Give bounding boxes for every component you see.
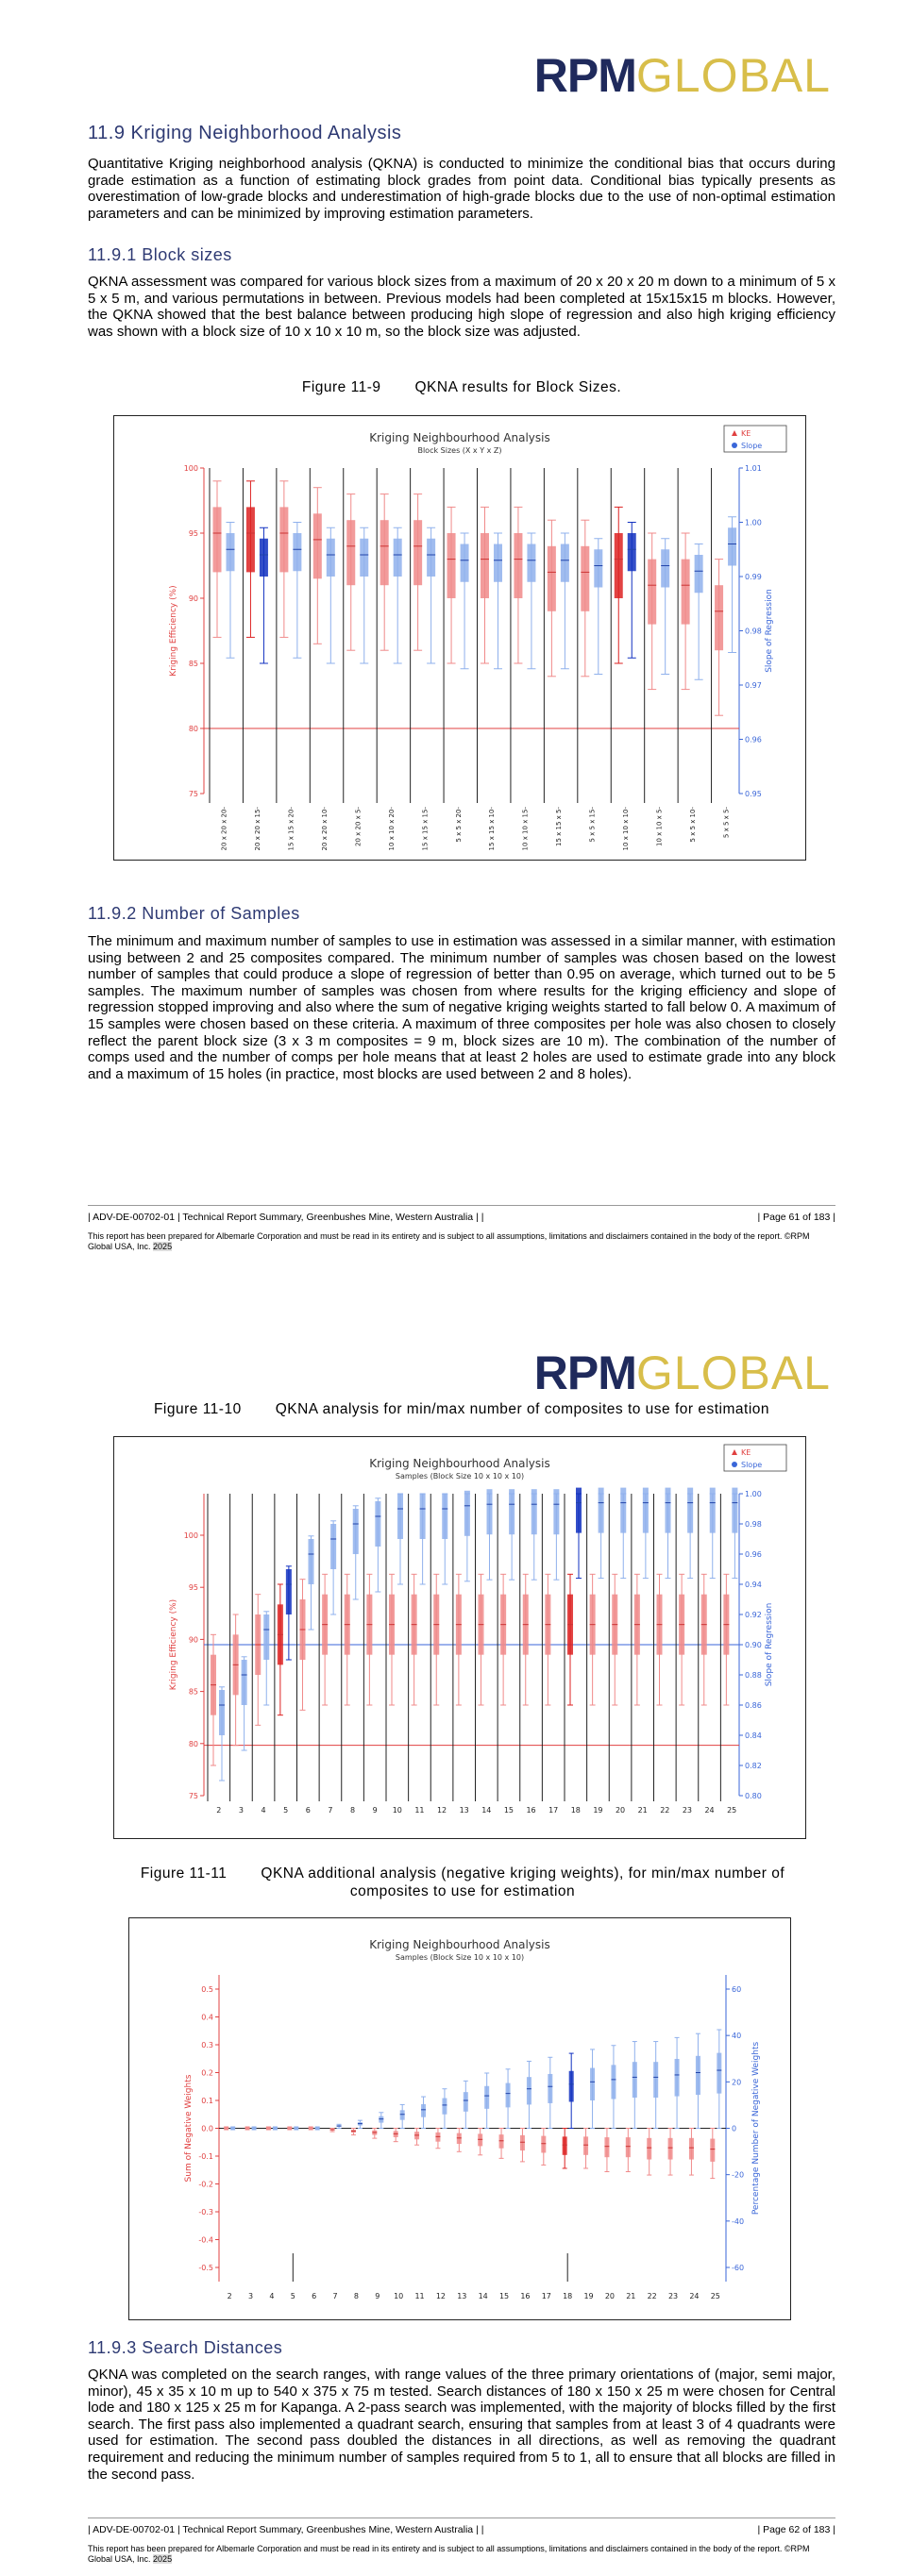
y2-tick-label: -20	[732, 2170, 745, 2180]
slope-box-box	[219, 1690, 225, 1735]
x-tick-label: 15 x 15 x 10-	[488, 807, 497, 851]
y-tick-label: 0.5	[201, 1985, 213, 1994]
neg-sum-box-box	[647, 2138, 651, 2160]
y-tick-label: 80	[188, 1739, 198, 1748]
neg-pct-box-box	[717, 2053, 721, 2094]
neg-pct-box	[294, 2127, 298, 2131]
y2-axis-label: Slope of Regression	[765, 589, 774, 673]
neg-pct-box-box	[442, 2099, 447, 2115]
figure-11-caption	[132, 1865, 793, 1900]
y2-tick-label: 0.99	[745, 573, 762, 581]
disclaimer-year: 2025	[153, 2554, 173, 2564]
y-tick-label: 90	[188, 594, 198, 603]
neg-sum-box-box	[626, 2137, 631, 2157]
y-tick-label: 75	[188, 1792, 198, 1800]
slope-box-box	[599, 1488, 604, 1533]
x-tick-label: 20 x 20 x 15-	[254, 807, 262, 851]
y-tick-label: -0.5	[198, 2264, 213, 2272]
y2-tick-label: 0.82	[745, 1762, 762, 1770]
neg-sum-box-box	[604, 2137, 609, 2157]
x-tick-label: 16	[520, 2292, 531, 2300]
chart-subtitle: Samples (Block Size 10 x 10 x 10)	[395, 1953, 525, 1962]
x-tick-label: 10 x 10 x 20-	[387, 807, 396, 851]
slope-box-box	[643, 1488, 649, 1533]
y-tick-label: 90	[188, 1635, 198, 1645]
legend-slope-label: Slope	[741, 442, 763, 450]
page-number: | Page 62 of 183 |	[757, 2524, 835, 2535]
logo-rpm: RPM	[533, 1347, 636, 1399]
y2-tick-label: 0.80	[745, 1792, 762, 1800]
y2-axis-label: Percentage Number of Negative Weights	[751, 2041, 761, 2216]
negative-weights-chart	[129, 1918, 790, 2319]
figure-title: QKNA results for Block Sizes.	[414, 379, 622, 395]
neg-pct-box-box	[569, 2071, 574, 2102]
x-tick-label: 5	[290, 2292, 295, 2300]
ke-box-box	[413, 520, 422, 585]
y2-tick-label: -60	[732, 2264, 745, 2272]
y2-tick-label: 0.90	[745, 1641, 762, 1649]
slope-box-box	[375, 1501, 380, 1547]
page-61	[0, 0, 911, 1255]
neg-sum-box	[266, 2127, 271, 2131]
slope-box-box	[531, 1489, 537, 1534]
figure-title: QKNA additional analysis (negative kriging weights), for min/max number of composites to use for estimation	[261, 1865, 785, 1899]
footer-rule	[88, 2517, 835, 2518]
neg-sum-box-box	[583, 2136, 588, 2154]
samples-chart	[114, 1437, 805, 1838]
neg-pct-box-box	[506, 2083, 511, 2108]
neg-pct-box-box	[421, 2104, 426, 2117]
y2-tick-label: 1.00	[745, 1490, 762, 1498]
x-tick-label: 8	[353, 2292, 359, 2300]
block-sizes-heading: 11.9.1 Block sizes	[88, 245, 232, 264]
ke-box-box	[313, 513, 322, 578]
slope-box-box	[620, 1488, 626, 1533]
neg-sum-box-box	[563, 2136, 567, 2154]
x-tick-label: 10	[394, 2292, 404, 2300]
x-tick-label: 4	[261, 1806, 266, 1815]
figure-11-9	[113, 415, 806, 861]
chart-title: Kriging Neighbourhood Analysis	[369, 1457, 550, 1470]
x-tick-label: 20 x 20 x 20-	[220, 807, 228, 851]
ke-box-box	[481, 533, 489, 598]
neg-pct-box-box	[675, 2059, 680, 2097]
ke-box-box	[447, 533, 456, 598]
disclaimer	[88, 2544, 835, 2565]
neg-pct-box-box	[696, 2056, 700, 2095]
x-tick-label: 10 x 10 x 5-	[655, 807, 664, 846]
y-tick-label: 0.2	[201, 2068, 213, 2078]
x-tick-label: 3	[238, 1806, 244, 1815]
y2-tick-label: 20	[732, 2078, 742, 2087]
x-tick-label: 5 x 5 x 10-	[688, 807, 697, 843]
y2-tick-label: 0.86	[745, 1701, 762, 1710]
logo-rpm: RPM	[533, 49, 636, 102]
ke-box-box	[715, 585, 723, 650]
x-tick-label: 24	[689, 2292, 700, 2300]
x-tick-label: 20 x 20 x 10-	[321, 807, 329, 851]
x-tick-label: 10 x 10 x 10-	[621, 807, 630, 851]
x-tick-label: 4	[269, 2292, 275, 2300]
x-tick-label: 7	[332, 2292, 338, 2300]
x-tick-label: 22	[647, 2292, 657, 2300]
y-tick-label: 95	[188, 529, 198, 538]
neg-pct-box	[230, 2127, 235, 2131]
ke-box-box	[548, 546, 556, 611]
samples-paragraph: The minimum and maximum number of samples to use in estimation was assessed in a similar manner, with estimation using between 2 and 25 composites compared. The minimum number of samples was chosen based on the lowest number of samples that could produce a slope of regression of better than 0.95 on average, which turned out to be 5 samples. The maximum number of samples was chosen from where results for the kriging efficiency and slope of regression stopped improving and also where the sum of negative kriging weights started to fall below 0. A maximum of 15 samples were chosen based on these criteria. A maximum of three composites per hole was also chosen to closely reflect the parent block size (3 x 3 m composites = 9 m, block sizes are 10 m). The combination of the number of comps used and the number of comps per hole means that at least 2 holes are used to estimate grade into any block and a maximum of 15 holes (in practice, most blocks are used between 2 and 8 holes).	[88, 933, 835, 1082]
slope-box-box	[227, 533, 235, 571]
slope-box-box	[710, 1488, 716, 1533]
y2-tick-label: 0.95	[745, 790, 762, 798]
neg-sum-box-box	[710, 2139, 715, 2162]
figure-number: Figure 11-9	[301, 379, 381, 395]
y-tick-label: 95	[188, 1583, 198, 1593]
legend-ke-label: KE	[741, 429, 751, 438]
y2-tick-label: 0.96	[745, 735, 762, 744]
page-62	[0, 1255, 911, 2576]
x-tick-label: 6	[312, 2292, 317, 2300]
footer	[88, 2524, 835, 2535]
x-tick-label: 20	[615, 1806, 626, 1815]
x-tick-label: 3	[248, 2292, 254, 2300]
y-tick-label: 0.3	[201, 2041, 213, 2049]
y-tick-label: 0.1	[201, 2097, 213, 2105]
logo-global: GLOBAL	[635, 1347, 831, 1399]
search-distances-heading: 11.9.3 Search Distances	[88, 2338, 283, 2357]
y-tick-label: -0.3	[198, 2208, 213, 2216]
x-tick-label: 8	[350, 1806, 356, 1815]
y-tick-label: 100	[183, 1531, 198, 1540]
slope-box-box	[494, 544, 502, 582]
slope-box-box	[661, 549, 669, 587]
slope-box-box	[527, 544, 535, 582]
figure-number: Figure 11-10	[153, 1401, 242, 1417]
y2-tick-label: 1.01	[745, 464, 762, 473]
y2-tick-label: 1.00	[745, 518, 762, 527]
x-tick-label: 6	[305, 1806, 311, 1815]
slope-box-box	[263, 1614, 269, 1660]
chart-title: Kriging Neighbourhood Analysis	[369, 431, 550, 444]
footer	[88, 1212, 835, 1223]
ke-box-box	[279, 507, 288, 572]
x-tick-label: 7	[328, 1806, 333, 1815]
neg-pct-box-box	[611, 2065, 616, 2099]
neg-sum-box-box	[520, 2135, 525, 2150]
x-tick-label: 9	[375, 2292, 380, 2300]
x-tick-label: 16	[526, 1806, 536, 1815]
y-tick-label: 80	[188, 725, 198, 733]
samples-heading: 11.9.2 Number of Samples	[88, 904, 300, 923]
disclaimer-text: This report has been prepared for Albemarle Corporation and must be read in its entirety and is subject to all assumptions, limitations and disclaimers contained in the body of the report. ©RPM Global USA, Inc.	[88, 1231, 810, 1251]
slope-box-box	[594, 549, 602, 587]
y-tick-label: 100	[183, 464, 198, 473]
disclaimer-year: 2025	[153, 1242, 173, 1251]
block-sizes-paragraph: QKNA assessment was compared for various block sizes from a maximum of 20 x 20 x 20 m down to a minimum of 5 x 5 x 5 m, and various permutations in between. Previous models had been completed at 15x15x15 m blocks. However, the QKNA showed that the best balance between producing high slope of regression and also high kriging efficiency was shown with a block size of 10 x 10 x 10 m, so the block size was adjusted.	[88, 274, 835, 340]
x-tick-label: 10	[392, 1806, 402, 1815]
ke-box-box	[246, 507, 255, 572]
y2-tick-label: 0.98	[745, 627, 762, 636]
disclaimer	[88, 1231, 835, 1252]
x-tick-label: 2	[227, 2292, 232, 2300]
y-tick-label: 85	[188, 1687, 198, 1697]
y2-tick-label: 0.97	[745, 681, 762, 690]
y-tick-label: -0.2	[198, 2180, 213, 2189]
x-tick-label: 17	[541, 2292, 551, 2300]
x-tick-label: 21	[637, 1806, 648, 1815]
slope-box-box	[394, 539, 402, 577]
neg-sum-box-box	[499, 2134, 504, 2149]
neg-pct-box-box	[653, 2062, 658, 2098]
slope-box-box	[561, 544, 569, 582]
neg-sum-box-box	[668, 2138, 673, 2160]
x-tick-label: 19	[583, 2292, 594, 2300]
neg-sum-box	[245, 2127, 250, 2131]
slope-box-box	[487, 1489, 493, 1534]
chart-subtitle: Block Sizes (X x Y x Z)	[417, 446, 502, 455]
slope-box-box	[464, 1491, 470, 1536]
slope-box-box	[509, 1489, 515, 1534]
y-tick-label: -0.1	[198, 2152, 213, 2161]
slope-box-box	[461, 544, 469, 582]
ke-box-box	[581, 546, 589, 611]
x-tick-label: 15	[498, 2292, 510, 2300]
y2-tick-label: 40	[732, 2032, 742, 2041]
neg-pct-box-box	[633, 2062, 637, 2098]
search-distances-paragraph: QKNA was completed on the search ranges, with range values of the three primary orientations of (major, semi major, minor), 45 x 35 x 10 m up to 540 x 375 x 75 m tested. Search distances of 180 x 150 x 25 m were chosen for Central lode and 180 x 125 x 25 m for Kapanga. A 2-pass search was implemented, with the majority of blocks filled by the first search. The first pass also implemented a quadrant search, ensuring that samples from at least 3 of 4 quadrants were used for estimation. The second pass doubled the distances in all directions, as well as removing the quadrant requirement and reducing the minimum number of samples required from 5 to 1, all to ensure that all blocks are filled in the second pass.	[88, 2367, 835, 2483]
y-tick-label: 75	[188, 790, 198, 798]
slope-box-box	[427, 539, 435, 577]
y2-tick-label: 0.94	[745, 1581, 762, 1589]
block-size-chart	[114, 416, 805, 860]
x-tick-label: 18	[570, 1806, 581, 1815]
y2-tick-label: 60	[732, 1985, 742, 1994]
footer-rule	[88, 1205, 835, 1206]
neg-sum-box-box	[478, 2133, 482, 2146]
y2-tick-label: -40	[732, 2216, 745, 2226]
x-tick-label: 15 x 15 x 15-	[421, 807, 430, 851]
x-tick-label: 23	[667, 2292, 679, 2300]
ke-box-box	[648, 560, 656, 625]
figure-10-caption	[88, 1401, 835, 1418]
neg-sum-box	[287, 2127, 292, 2131]
slope-box-box	[728, 527, 736, 565]
x-tick-label: 15 x 15 x 20-	[287, 807, 295, 851]
y-tick-label: -0.4	[198, 2235, 213, 2245]
rpm-global-logo	[534, 1349, 831, 1397]
neg-sum-box	[309, 2127, 313, 2131]
x-tick-label: 14	[478, 2292, 488, 2300]
y-tick-label: 0.0	[201, 2124, 213, 2133]
x-tick-label: 20 x 20 x 5-	[354, 807, 363, 846]
slope-box-box	[420, 1494, 426, 1539]
ke-box-box	[615, 533, 623, 598]
y2-tick-label: 0.96	[745, 1550, 762, 1559]
y2-tick-label: 0	[732, 2124, 737, 2133]
x-tick-label: 23	[682, 1806, 693, 1815]
x-tick-label: 5 x 5 x 15-	[588, 807, 597, 843]
figure-title: QKNA analysis for min/max number of composites to use for estimation	[275, 1401, 770, 1417]
neg-pct-box	[273, 2127, 278, 2131]
slope-box-box	[286, 1569, 292, 1614]
disclaimer-text: This report has been prepared for Albemarle Corporation and must be read in its entirety and is subject to all assumptions, limitations and disclaimers contained in the body of the report. ©RPM Global USA, Inc.	[88, 2544, 810, 2564]
neg-sum-box-box	[689, 2138, 694, 2160]
figure-11-10	[113, 1436, 806, 1839]
x-tick-label: 19	[593, 1806, 603, 1815]
x-tick-label: 21	[626, 2292, 636, 2300]
neg-pct-box-box	[400, 2110, 405, 2119]
x-tick-label: 5 x 5 x 20-	[454, 807, 463, 843]
slope-box-box	[666, 1488, 671, 1533]
x-tick-label: 5 x 5 x 5-	[722, 807, 731, 839]
x-tick-label: 15	[503, 1806, 515, 1815]
slope-box-box	[695, 555, 703, 593]
y2-tick-label: 0.88	[745, 1671, 762, 1680]
x-tick-label: 13	[457, 2292, 467, 2300]
section-heading: 11.9 Kriging Neighborhood Analysis	[88, 123, 402, 143]
y2-tick-label: 0.98	[745, 1520, 762, 1529]
slope-box-box	[553, 1489, 559, 1534]
figure-11-11	[128, 1917, 791, 2320]
rpm-global-logo	[533, 49, 831, 102]
neg-pct-box-box	[548, 2074, 552, 2103]
x-tick-label: 18	[563, 2292, 573, 2300]
figure-number: Figure 11-11	[140, 1865, 228, 1882]
slope-box-box	[628, 533, 636, 571]
chart-subtitle: Samples (Block Size 10 x 10 x 10)	[395, 1472, 525, 1480]
slope-box-box	[309, 1539, 314, 1584]
y-tick-label: 85	[188, 660, 198, 668]
slope-box-box	[732, 1488, 737, 1533]
x-tick-label: 13	[459, 1806, 469, 1815]
neg-pct-box-box	[464, 2092, 468, 2112]
x-tick-label: 14	[481, 1806, 492, 1815]
neg-sum-box	[224, 2127, 228, 2131]
ke-box-box	[380, 520, 389, 585]
x-tick-label: 11	[414, 1806, 425, 1815]
slope-box-box	[576, 1488, 582, 1533]
legend-slope-marker	[732, 1462, 737, 1467]
x-tick-label: 2	[216, 1806, 222, 1815]
x-tick-label: 5	[283, 1806, 289, 1815]
neg-sum-box-box	[541, 2136, 546, 2153]
x-tick-label: 11	[414, 2292, 425, 2300]
slope-box-box	[353, 1509, 359, 1554]
ke-box-box	[213, 507, 222, 572]
ke-box-box	[682, 560, 690, 625]
neg-pct-box-box	[484, 2086, 489, 2109]
neg-pct-box	[315, 2127, 320, 2131]
neg-pct-box-box	[527, 2077, 531, 2104]
neg-sum-box-box	[457, 2133, 462, 2144]
x-tick-label: 12	[436, 1806, 447, 1815]
slope-box-box	[260, 539, 268, 577]
y-axis-label: Kriging Efficiency (%)	[169, 585, 178, 677]
slope-box-box	[327, 539, 335, 577]
x-tick-label: 24	[704, 1806, 715, 1815]
footer-left: | ADV-DE-00702-01 | Technical Report Summary, Greenbushes Mine, Western Australia | |	[88, 1212, 484, 1223]
y-axis-label: Kriging Efficiency (%)	[169, 1598, 178, 1691]
neg-pct-box-box	[590, 2068, 595, 2100]
figure-caption	[88, 379, 835, 396]
x-tick-label: 12	[435, 2292, 447, 2300]
y2-axis-label: Slope of Regression	[765, 1602, 774, 1687]
chart-title: Kriging Neighbourhood Analysis	[369, 1938, 550, 1951]
x-tick-label: 10 x 10 x 15-	[521, 807, 530, 851]
x-tick-label: 9	[372, 1806, 378, 1815]
page-number: | Page 61 of 183 |	[757, 1212, 835, 1223]
slope-box-box	[397, 1494, 403, 1539]
intro-paragraph: Quantitative Kriging neighborhood analysis (QKNA) is conducted to minimize the conditional bias that occurs during grade estimation as a function of estimating block grades from point data. Conditional bias typically presents as overestimation of low-grade blocks and underestimation of high-grade blocks due to the use of non-optimal estimation parameters and can be minimized by improving estimation parameters.	[88, 156, 835, 222]
ke-box-box	[514, 533, 522, 598]
footer-left: | ADV-DE-00702-01 | Technical Report Summary, Greenbushes Mine, Western Australia | |	[88, 2524, 484, 2535]
slope-box-box	[360, 539, 368, 577]
y-axis-label: Sum of Negative Weights	[184, 2074, 194, 2183]
legend-ke-label: KE	[741, 1448, 751, 1457]
legend-slope-label: Slope	[741, 1461, 763, 1469]
x-tick-label: 25	[710, 2292, 720, 2300]
neg-pct-box	[252, 2127, 257, 2131]
slope-box-box	[293, 533, 301, 571]
x-tick-label: 20	[604, 2292, 616, 2300]
ke-box-box	[346, 520, 355, 585]
x-tick-label: 17	[548, 1806, 559, 1815]
x-tick-label: 15 x 15 x 5-	[555, 807, 564, 846]
y-tick-label: 0.4	[201, 2013, 213, 2022]
slope-box-box	[242, 1660, 247, 1705]
y2-tick-label: 0.84	[745, 1731, 762, 1740]
logo-global: GLOBAL	[635, 49, 831, 102]
slope-box-box	[330, 1524, 336, 1569]
x-tick-label: 22	[660, 1806, 670, 1815]
slope-box-box	[687, 1488, 693, 1533]
y2-tick-label: 0.92	[745, 1611, 762, 1619]
slope-box-box	[442, 1494, 447, 1539]
legend-slope-marker	[732, 443, 737, 448]
x-tick-label: 25	[727, 1806, 737, 1815]
